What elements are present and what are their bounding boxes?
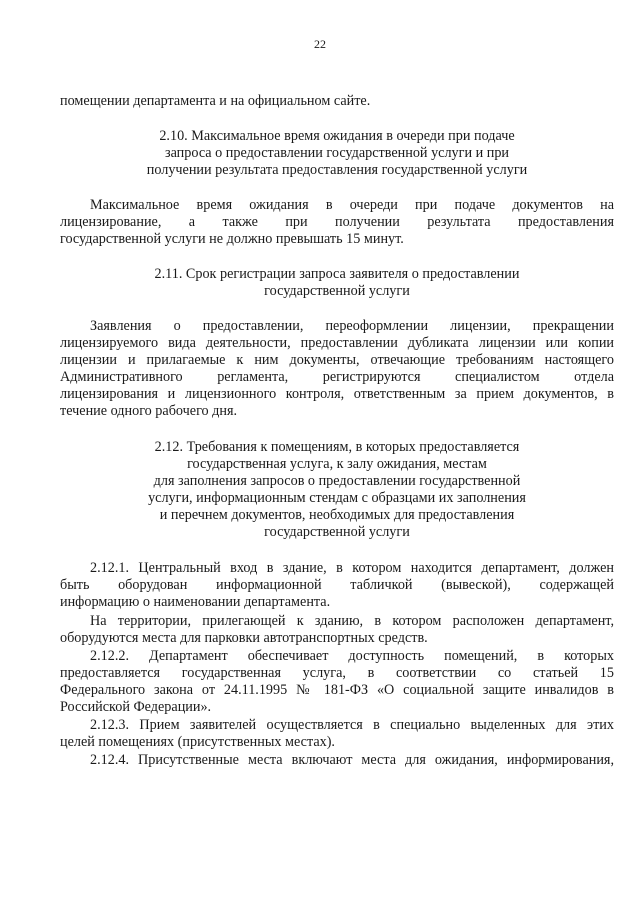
- text-line: информацию о наименовании департамента.: [60, 594, 331, 610]
- text-line: Заявления о предоставлении, переоформлении лицензии, прекращении: [90, 318, 614, 334]
- heading-line: государственной услуги: [264, 524, 410, 540]
- paragraph-2-12-3: [60, 717, 614, 751]
- text-line: Максимальное время ожидания в очереди при подаче документов на: [90, 197, 614, 213]
- text-line: Административного регламента, регистрируются специалистом отдела: [60, 369, 614, 385]
- heading-line: государственной услуги: [264, 283, 410, 299]
- paragraph-2-12-4: [60, 752, 614, 769]
- continuation-text: [60, 93, 614, 110]
- paragraph-2-12-2: [60, 648, 614, 716]
- paragraph-2-12-1: [60, 560, 614, 611]
- heading-line: государственная услуга, к залу ожидания, местам: [187, 456, 487, 472]
- text-line: лицензии и прилагаемые к ним документы, отвечающие требованиям настоящего: [60, 352, 614, 368]
- text-line: Российской Федерации».: [60, 699, 212, 715]
- text-line: помещении департамента и на официальном сайте.: [60, 93, 371, 109]
- text-line: государственной услуги не должно превышать 15 минут.: [60, 231, 404, 247]
- text-line: лицензируемого вида деятельности, предоставлении дубликата лицензии или копии: [60, 335, 614, 351]
- text-line: быть оборудован информационной табличкой (вывеской), содержащей: [60, 577, 614, 593]
- section-2-10-paragraph: [60, 197, 614, 248]
- heading-line: 2.12. Требования к помещениям, в которых предоставляется: [154, 439, 520, 455]
- heading-line: и перечнем документов, необходимых для предоставления: [159, 507, 515, 523]
- section-2-11-paragraph: [60, 318, 614, 420]
- text-line: 2.12.2. Департамент обеспечивает доступность помещений, в которых: [90, 648, 614, 664]
- text-line: лицензирования и лицензионного контроля, ответственным за прием документов, в: [60, 386, 614, 402]
- heading-line: запроса о предоставлении государственной услуги и при: [164, 145, 510, 161]
- section-2-11-heading: [60, 266, 614, 300]
- text-line: 2.12.3. Прием заявителей осуществляется в специально выделенных для этих: [90, 717, 614, 733]
- text-line: течение одного рабочего дня.: [60, 403, 238, 419]
- text-line: целей помещениях (присутственных местах).: [60, 734, 335, 750]
- page-number: 22: [314, 37, 326, 51]
- section-2-12-heading: [60, 439, 614, 541]
- text-line: 2.12.1. Центральный вход в здание, в котором находится департамент, должен: [90, 560, 614, 576]
- heading-line: 2.11. Срок регистрации запроса заявителя о предоставлении: [154, 266, 520, 282]
- section-2-10-heading: [60, 128, 614, 179]
- heading-line: услуги, информационным стендам с образцами их заполнения: [148, 490, 526, 506]
- heading-line: для заполнения запросов о предоставлении государственной: [153, 473, 521, 489]
- heading-line: получении результата предоставления государственной услуги: [146, 162, 528, 178]
- text-line: На территории, прилегающей к зданию, в котором расположен департамент,: [90, 613, 614, 629]
- text-line: лицензирование, а также при получении результата предоставления: [60, 214, 614, 230]
- paragraph-territory: [60, 613, 614, 647]
- text-line: 2.12.4. Присутственные места включают места для ожидания, информирования,: [90, 752, 614, 768]
- text-line: оборудуются места для парковки автотранспортных средств.: [60, 630, 428, 646]
- heading-line: 2.10. Максимальное время ожидания в очереди при подаче: [159, 128, 515, 144]
- text-line: предоставляется государственная услуга, в соответствии со статьей 15: [60, 665, 614, 681]
- text-line: Федерального закона от 24.11.1995 № 181-ФЗ «О социальной защите инвалидов в: [60, 682, 614, 698]
